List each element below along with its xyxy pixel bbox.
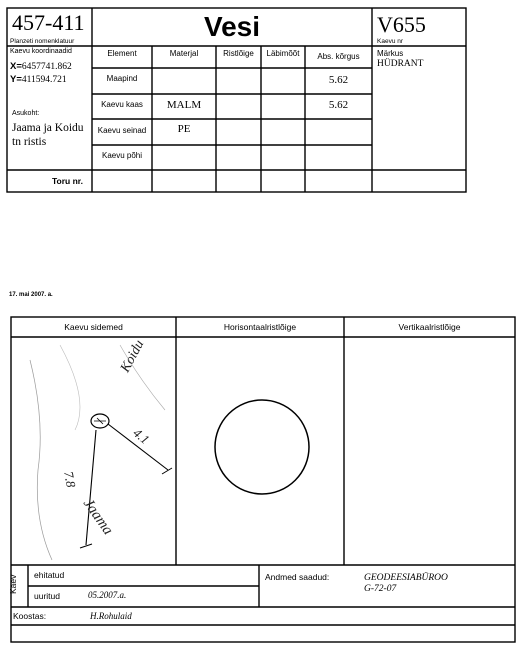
footer-side-label: Kaev [8,574,18,594]
panel-title-horizontal: Horisontaalristlõige [223,322,297,332]
location-text-1: Jaama ja Koidu [12,122,84,134]
row-element: Kaevu seinad [97,126,147,135]
sketch-label-koidu: Koidu [118,337,148,376]
well-code: V655 [377,12,426,37]
location-label: Asukoht: [12,110,40,117]
panel-title-sketch: Kaevu sidemed [64,322,123,332]
panel-title-vertical: Vertikaalristlõige [398,322,461,332]
row-element: Kaevu põhi [101,151,143,160]
compiled-label: Koostas: [13,611,47,621]
coordinate-x [10,61,72,72]
sketch-distance-2: 7.8 [61,470,79,489]
coordinate-x-value: 6457741.862 [21,62,72,72]
date-note: 17. mai 2007. a. [9,292,53,298]
row-height: 5.62 [328,74,349,86]
sheet-label: Planzeti nomenklatuur [10,38,75,45]
surveyed-label: uuritud [34,591,60,601]
coordinate-y-value: 411594.721 [21,75,67,85]
pipe-label: Toru nr. [52,176,84,186]
col-header-height: Abs. kõrgus [317,52,360,61]
data-from-value-2: G-72-07 [364,584,397,594]
remarks-text: HÜDRANT [377,59,424,69]
sheet-number: 457-411 [12,10,85,35]
col-header-cross-section: Ristlõige [223,49,254,58]
coordinate-y [10,74,67,85]
row-material: MALM [166,99,202,111]
well-code-label: Kaevu nr [377,38,404,45]
col-header-diameter: Läbimõõt [266,49,300,58]
coordinate-x-label: X= [10,61,22,72]
sketch-distance-1: 4.1 [130,425,153,447]
col-header-element: Element [107,49,137,58]
data-from-label: Andmed saadud: [265,572,330,582]
row-material: PE [177,123,191,135]
coordinates-label: Kaevu koordinaadid [10,48,72,55]
built-label: ehitatud [34,570,65,580]
surveyed-value: 05.2007.a. [88,590,127,600]
compiled-value: H.Rohulaid [90,611,132,621]
row-height: 5.62 [328,99,349,111]
sketch-label-jaama: Jaama [79,496,116,538]
hydrant-circle [215,400,309,494]
col-header-material: Materjal [169,49,199,58]
location-text-2: tn ristis [12,136,47,148]
document-title: Vesi [203,11,261,42]
remarks-label: Märkus [377,49,404,58]
coordinate-y-label: Y= [10,74,22,85]
data-from-value-1: GEODEESIABÜROO [364,573,448,583]
row-element: Maapind [106,74,138,83]
row-element: Kaevu kaas [101,100,143,109]
